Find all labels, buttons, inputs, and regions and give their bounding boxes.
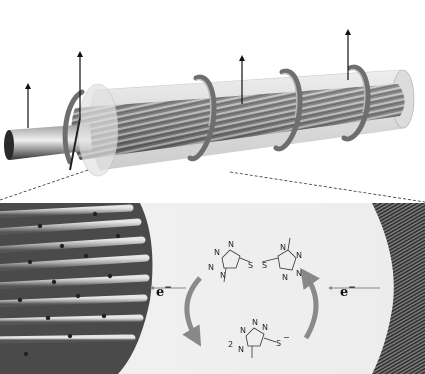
atom-n7: N xyxy=(296,269,302,278)
atom-s1: S xyxy=(248,261,254,270)
stoich-coefficient: 2 xyxy=(228,340,234,349)
electrode-assembly xyxy=(4,32,414,176)
thiolate-atom-s: S xyxy=(276,339,282,348)
thiolate-atom-n4: N xyxy=(238,345,244,354)
electron-left-label: e− xyxy=(156,283,172,300)
atom-n5: N xyxy=(280,243,286,252)
thiolate-charge: − xyxy=(283,333,290,342)
magnified-panel xyxy=(0,203,425,374)
electron-right-label: e− xyxy=(340,283,356,300)
nanotube-bundle xyxy=(0,203,152,374)
atom-n6: N xyxy=(296,251,302,260)
thiolate-atom-n2: N xyxy=(252,318,258,327)
atom-n3: N xyxy=(208,263,214,272)
atom-n8: N xyxy=(282,273,288,282)
thiolate-atom-n1: N xyxy=(240,326,246,335)
rod-end xyxy=(4,130,14,160)
atom-n1: N xyxy=(214,248,220,257)
thiolate-atom-n3: N xyxy=(262,323,268,332)
atom-n2: N xyxy=(228,240,234,249)
atom-n4: N xyxy=(220,271,226,280)
atom-s2: S xyxy=(262,261,268,270)
zoom-guides xyxy=(0,170,425,202)
end-disc xyxy=(78,84,118,176)
